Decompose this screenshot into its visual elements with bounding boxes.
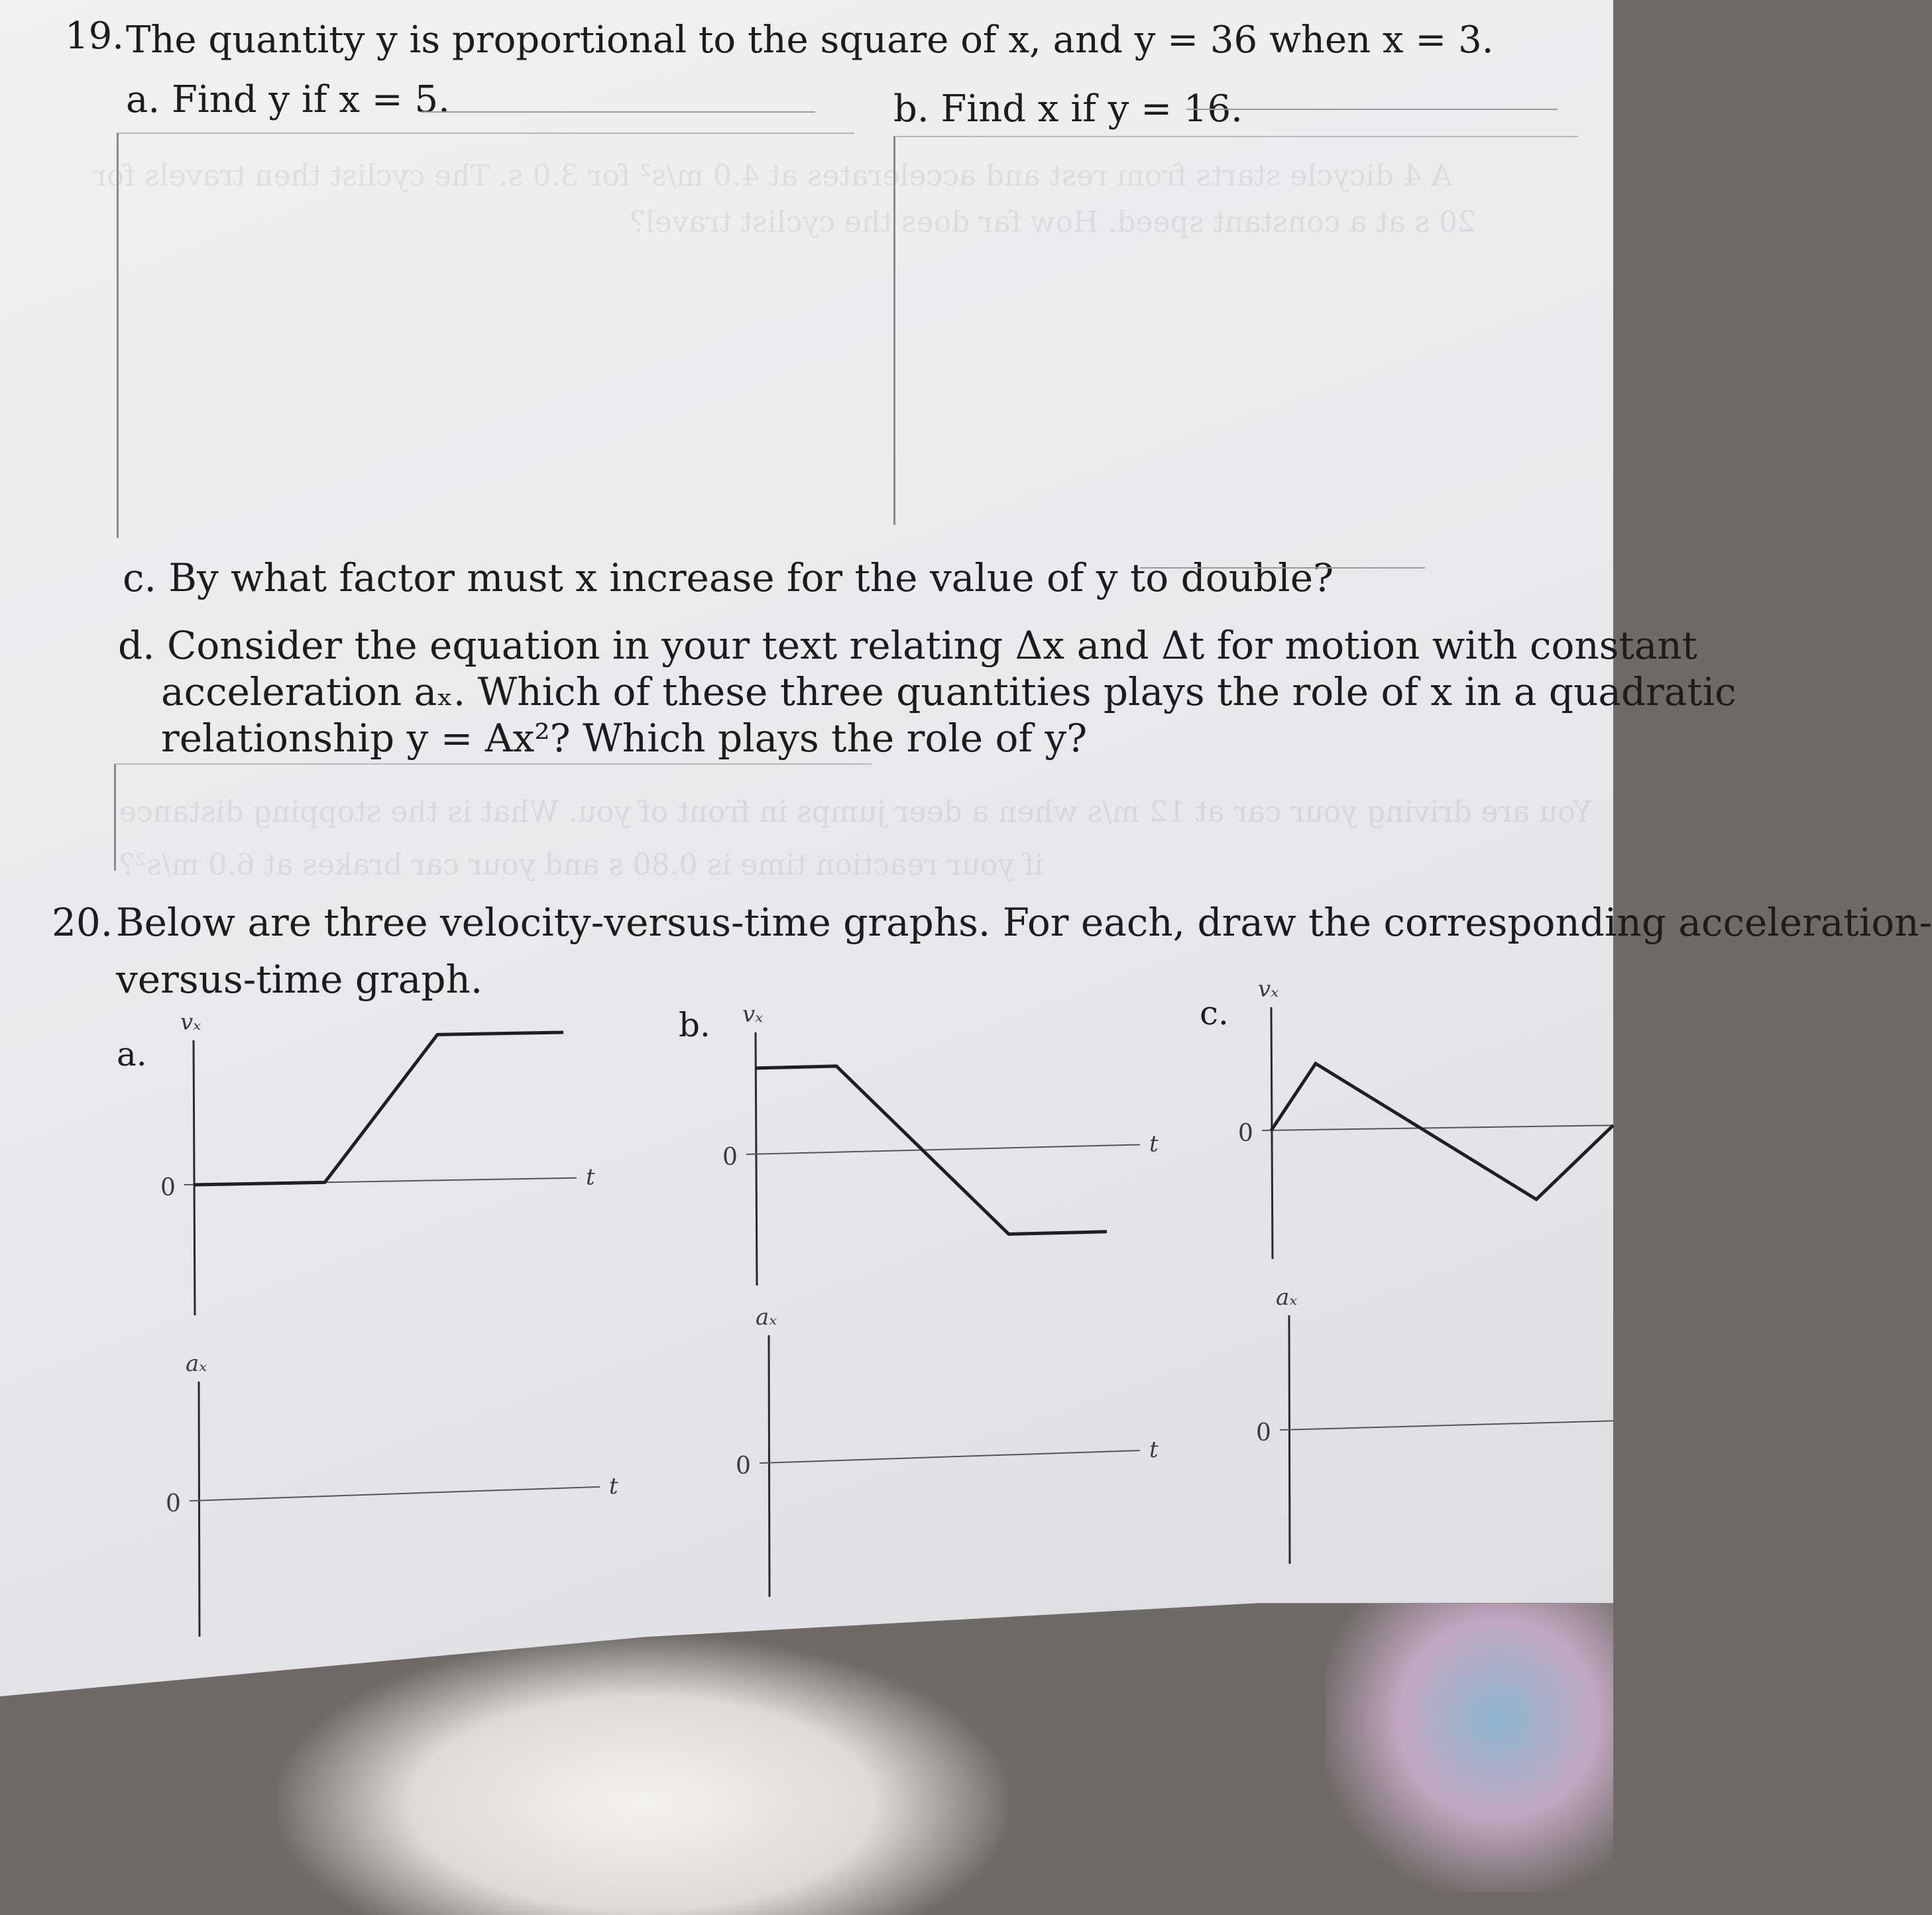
zero-label: 0 [1256, 1419, 1271, 1447]
y-axis [1289, 1315, 1290, 1564]
x-axis [1262, 1125, 1613, 1130]
question-19d-line3: relationship y = Ax²? Which plays the role of y? [161, 716, 1088, 761]
x-axis-label: t [1149, 1130, 1159, 1158]
x-axis [760, 1450, 1140, 1463]
question-19c: c. By what factor must x increase for the value of y to double? [123, 555, 1334, 600]
zero-label: 0 [166, 1490, 181, 1517]
y-axis-label: vₓ [1258, 976, 1279, 1003]
question-19d-line2: acceleration aₓ. Which of these three quantities plays the role of x in a quadratic [161, 669, 1736, 714]
graph-label-b: b. [679, 1006, 710, 1044]
x-axis-label: t [609, 1472, 618, 1500]
zero-label: 0 [722, 1144, 738, 1171]
y-axis-label: vₓ [180, 1009, 201, 1036]
question-20-stem-line2: versus-time graph. [116, 957, 483, 1002]
y-axis [1271, 1007, 1273, 1259]
x-axis [746, 1145, 1140, 1155]
x-axis [190, 1487, 600, 1501]
x-axis-label: t [1149, 1436, 1159, 1463]
y-axis-label: aₓ [756, 1304, 777, 1331]
zero-label: 0 [160, 1174, 176, 1201]
zero-label: 0 [736, 1452, 751, 1480]
question-20-stem-line1: Below are three velocity-versus-time graphs. For each, draw the corresponding acceleration- [116, 900, 1932, 945]
y-axis [194, 1040, 195, 1315]
question-20-number: 20. [52, 900, 113, 945]
x-axis-label: t [586, 1164, 595, 1191]
bleed-through-text: A 4 dicycle starts from rest and accelerates at 4.0 m/s² for 3.0 s. The cyclist then travels for [93, 159, 1452, 193]
bleed-through-text: if your reaction time is 0.80 s and your car brakes at 6.0 m/s²? [119, 848, 1044, 882]
y-axis-label: aₓ [1276, 1284, 1298, 1311]
y-axis-label: vₓ [742, 1001, 764, 1028]
question-19a: a. Find y if x = 5. [126, 78, 450, 121]
x-axis [1280, 1421, 1613, 1430]
graph-label-a: a. [117, 1035, 147, 1073]
bleed-through-text: You are driving your car at 12 m/s when a deer jumps in front of you. What is the stopping distance [119, 795, 1593, 829]
question-19b: b. Find x if y = 16. [893, 87, 1243, 131]
velocity-series-line [194, 1032, 563, 1185]
zero-label: 0 [1238, 1120, 1253, 1147]
graph-label-c: c. [1200, 994, 1229, 1032]
bleed-through-text: 20 s at a constant speed. How far does the cyclist travel? [630, 205, 1476, 239]
velocity-series-line [1271, 1064, 1613, 1199]
question-19-number: 19. [65, 15, 125, 58]
question-19d-line1: d. Consider the equation in your text relating Δx and Δt for motion with constant [118, 623, 1698, 668]
y-axis-label: aₓ [186, 1350, 207, 1377]
y-axis [756, 1032, 757, 1286]
question-19-stem: The quantity y is proportional to the square of x, and y = 36 when x = 3. [126, 19, 1494, 62]
